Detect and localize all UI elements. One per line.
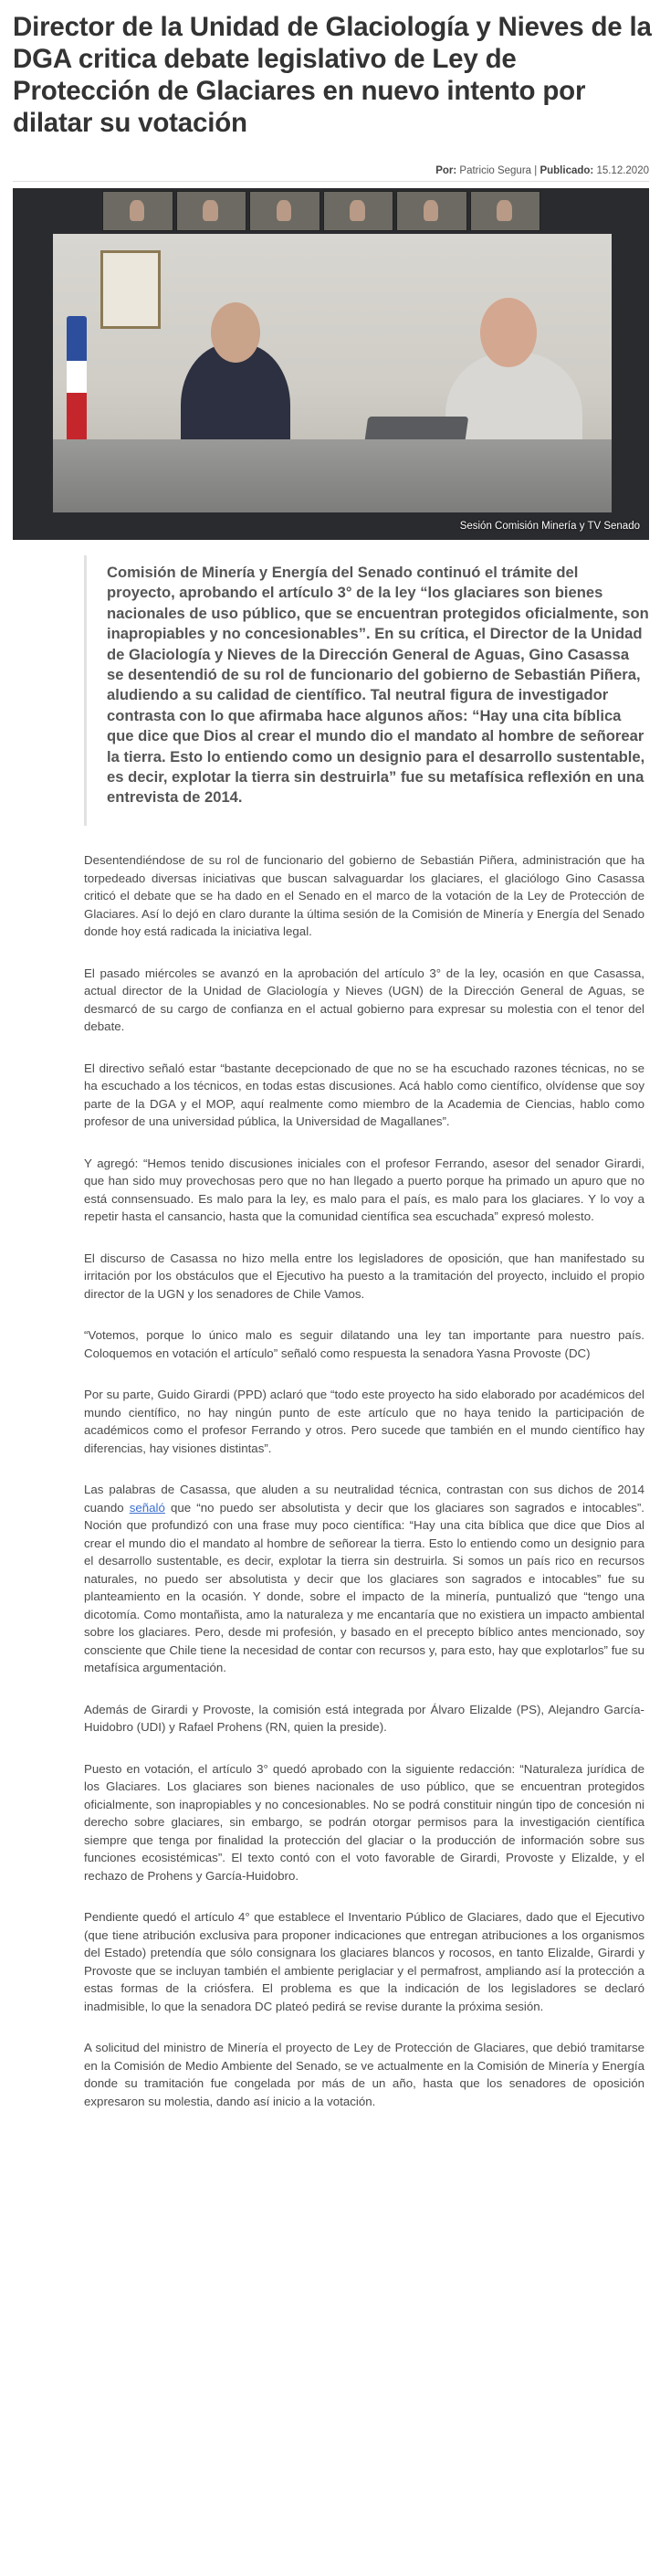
paragraph-with-link [84,1481,644,1677]
speaker-right-head [480,298,537,367]
participant-thumbnail [176,191,247,231]
paragraph: Por su parte, Guido Girardi (PPD) aclaró que “todo este proyecto ha sido elaborado por académicos del mundo científico, no hay ningún punto de este artículo que no haya tenido la participación de académicos como el profesor Ferrando y otros. Pero sucede que también en el mundo científico hay diferencias, hay visiones distintas”. [84,1388,644,1455]
paragraph: Y agregó: “Hemos tenido discusiones iniciales con el profesor Ferrando, asesor del senador Girardi, que han sido muy provechosas pero que no han llegado a puerto porque ha primado un apuro que no está connsensuado. Es malo para la ley, es malo para el país, es malo para los glaciares. Y lo voy a repetir hasta el cansancio, hasta que la comunidad científica sea escuchada” expresó molesto. [84,1156,644,1223]
article-headline: Director de la Unidad de Glaciología y Nieves de la DGA critica debate legislativo de Ley de Protección de Glaciares en nuevo intento por dilatar su votación [13,12,652,138]
author-name: Patricio Segura [459,165,532,176]
participant-thumbnail [470,191,541,231]
article-photo [13,188,649,540]
byline-separator: | [534,165,538,176]
p8-after: que “no puedo ser absolutista y decir que los glaciares son sagrados e intocables”. Noción que profundizó con una frase muy poco científica: “Hay una cita bíblica que dice que Dios al crear el mundo dio el mandato al hombre de señorear la tierra. Esto lo entiendo como un designio para el desarrollo sustentable, es decir, explotar la tierra sin destruirla. Si somos un país rico en recursos naturales, no puedo ser absolutista y decir que los glaciares son sagrados e intocables” fue su planteamiento en la ocasión. Y donde, sobre el impacto de la minería, puntualizó que “tengo una dicotomía. Como montañista, amo la naturaleza y me encantaría que no existiera un impacto ambiental sobre los glaciares. Pero, desde mi profesión, y basado en el precepto bíblico antes mencionado, soy consciente que Chile tiene la necesidad de contar con recursos y, para esto, hay que explotarlos” fue su metafísica argumentación. [84,1500,644,1674]
article-body [84,851,644,2134]
p8-before: Las palabras de Casassa, que aluden a su neutralidad técnica, contrastan con sus dichos de 2014 cuando [84,1483,644,1515]
byline-divider [13,181,649,182]
paragraph: “Votemos, porque lo único malo es seguir dilatando una ley tan importante para nuestro país. Coloquemos en votación el artículo” señaló como respuesta la senadora Yasna Provoste (DC) [84,1328,644,1360]
participant-thumbnail [396,191,467,231]
publish-date: 15.12.2020 [596,165,649,176]
participant-thumbnail [323,191,394,231]
photo-caption: Sesión Comisión Minería y TV Senado [459,521,640,532]
video-call-thumbnails [102,191,540,231]
speaker-left-head [211,302,260,363]
lead-text: Comisión de Minería y Energía del Senado continuó el trámite del proyecto, aprobando el artículo 3° de la ley “los glaciares son bienes nacionales de uso público, que se encuentran protegidos oficialmente, son inapropiables y no concesionables”. En su crítica, el Director de la Unidad de Glaciología y Nieves de la Dirección General de Aguas, Gino Casassa se desentendió de su rol de funcionario del gobierno de Sebastián Piñera, aludiendo a su calidad de científico. Tal neutral figura de investigador contrasta con lo que afirmaba hace algunos años: “Hay una cita bíblica que dice que Dios al crear el mundo dio el mandato al hombre de señorear la tierra. Esto lo entiendo como un designio para el desarrollo sustentable, es decir, explotar la tierra sin destruirla” fue su metafísica reflexión en una entrevista de 2014. [107,564,649,807]
paragraph: El discurso de Casassa no hizo mella entre los legisladores de oposición, que han manifestado su irritación por los obstáculos que el Ejecutivo ha puesto a la tramitación del proyecto, incluido el propio director de la UGN y los senadores de Chile Vamos. [84,1251,644,1301]
paragraph: A solicitud del ministro de Minería el proyecto de Ley de Protección de Glaciares, que debió tramitarse en la Comisión de Medio Ambiente del Senado, se ve actualmente en la Comisión de Minería y Energía donde su tramitación fue congelada por más de un año, hasta que los senadores de oposición expresaron su molestia, dando así inicio a la votación. [84,2041,644,2108]
paragraph: Puesto en votación, el artículo 3° quedó aprobado con la siguiente redacción: “Naturaleza jurídica de los Glaciares. Los glaciares son bienes nacionales de uso público, que se encuentran protegidos oficialmente, son inapropiables y no concesionables. No se podrá constituir ningún tipo de concesión ni derecho sobre glaciares, sin embargo, se podrán otorgar permisos para la investigación científica siempre que tenga por finalidad la protección del glaciar o la producción de información sobre sus funciones ecosistémicas”. El texto contó con el voto favorable de Girardi, Provoste y Elizalde, y el rechazo de Prohens y García-Huidobro. [84,1761,644,1883]
byline [435,165,649,176]
chile-flag [67,316,87,444]
meeting-table [53,439,612,512]
interview-link[interactable]: señaló [129,1500,165,1515]
published-label: Publicado: [540,165,594,176]
paragraph: El directivo señaló estar “bastante decepcionado de que no se ha escuchado razones técnicas, no se ha escuchado a los técnicos, en todas estas discusiones. Acá hablo como científico, olvídense que soy parte de la DGA y el MOP, aquí realmente como miembro de la Academia de Ciencias, hablo como profesor de una universidad pública, la Universidad de Magallanes”. [84,1061,644,1128]
paragraph: El pasado miércoles se avanzó en la aprobación del artículo 3° de la ley, ocasión en que Casassa, actual director de la Unidad de Glaciología y Nieves (UGN) de la Dirección General de Aguas, se desmarcó de su cargo de confianza en el actual gobierno para expresar su molestia con el tenor del debate. [84,966,644,1033]
author-label: Por: [435,165,457,176]
participant-thumbnail [249,191,320,231]
paragraph: Desentendiéndose de su rol de funcionario del gobierno de Sebastián Piñera, administración que ha torpedeado diversas iniciativas que buscan salvaguardar los glaciares, el glaciólogo Gino Casassa criticó el debate que se ha dado en el Senado en el marco de la votación de la Ley de Protección de Glaciares. Así lo dejó en claro durante la última sesión de la Comisión de Minería y Energía del Senado donde hoy está radicada la iniciativa legal. [84,853,644,938]
lead-blockquote [84,555,649,826]
wall-portrait [100,250,161,329]
participant-thumbnail [102,191,173,231]
paragraph: Pendiente quedó el artículo 4° que establece el Inventario Público de Glaciares, dado que el Ejecutivo (que tiene atribución exclusiva para proponer indicaciones que entregan atribuciones a los organismos del Estado) pretendía que sólo consignara los glaciares blancos y rocosos, en tanto Elizalde, Girardi y Provoste que se incluyan también el ambiente periglaciar y el permafrost, ampliando así la protección a estas formas de la criósfera. El problema es que la indicación de los legisladores se declaró inadmisible, lo que la senadora DC plateó pedirá se revise durante la próxima sesión. [84,1910,644,2013]
session-room [53,234,612,512]
paragraph: Además de Girardi y Provoste, la comisión está integrada por Álvaro Elizalde (PS), Alejandro García-Huidobro (UDI) y Rafael Prohens (RN, quien la preside). [84,1702,644,1734]
